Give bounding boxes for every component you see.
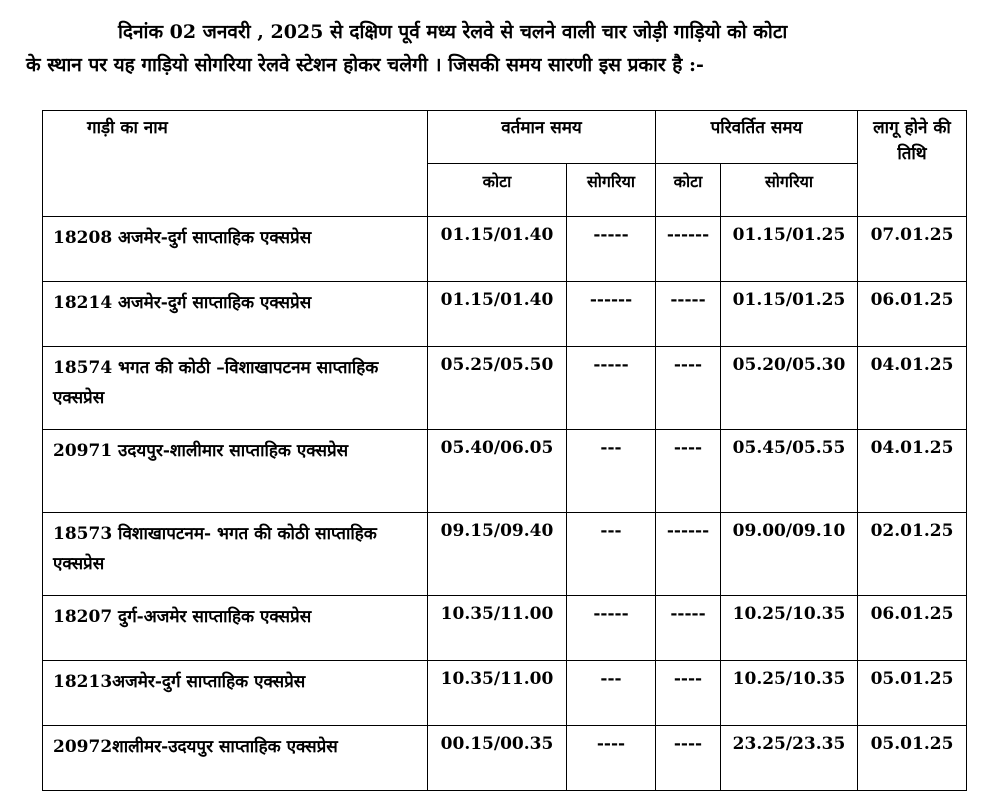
current-sogaria-cell: ----- — [567, 596, 656, 661]
revised-sogaria-cell: 10.25/10.35 — [721, 596, 858, 661]
current-kota-cell: 05.40/06.05 — [428, 430, 567, 513]
revised-sogaria-cell: 01.15/01.25 — [721, 217, 858, 282]
effective-date-cell: 07.01.25 — [858, 217, 967, 282]
intro-line-2: के स्थान पर यह गाड़ियो सोगरिया रेलवे स्टेशन होकर चलेगी । जिसकी समय सारणी इस प्रकार है :- — [26, 54, 704, 76]
current-kota-cell: 01.15/01.40 — [428, 217, 567, 282]
current-sogaria-cell: --- — [567, 513, 656, 596]
revised-kota-cell: ---- — [656, 347, 721, 430]
table-row — [43, 513, 967, 596]
revised-sogaria-cell: 05.45/05.55 — [721, 430, 858, 513]
train-name-cell: 18573 विशाखापटनम- भगत की कोठी साप्ताहिक एक्सप्रेस — [43, 513, 428, 596]
table-row — [43, 217, 967, 282]
train-name-cell: 18213अजमेर-दुर्ग साप्ताहिक एक्सप्रेस — [43, 661, 428, 726]
current-sogaria-cell: ----- — [567, 217, 656, 282]
header-revised-time: परिवर्तित समय — [656, 111, 858, 164]
revised-sogaria-cell: 10.25/10.35 — [721, 661, 858, 726]
train-name-cell: 18214 अजमेर-दुर्ग साप्ताहिक एक्सप्रेस — [43, 282, 428, 347]
train-name-cell: 20972शालीमर-उदयपुर साप्ताहिक एक्सप्रेस — [43, 726, 428, 791]
train-name-cell: 18574 भगत की कोठी –विशाखापटनम साप्ताहिक एक्सप्रेस — [43, 347, 428, 430]
effective-date-cell: 04.01.25 — [858, 430, 967, 513]
current-sogaria-cell: --- — [567, 430, 656, 513]
current-sogaria-cell: ---- — [567, 726, 656, 791]
table-row — [43, 282, 967, 347]
table-row — [43, 726, 967, 791]
revised-sogaria-cell: 05.20/05.30 — [721, 347, 858, 430]
revised-kota-cell: ------ — [656, 513, 721, 596]
header-current-kota: कोटा — [428, 164, 567, 217]
header-revised-kota: कोटा — [656, 164, 721, 217]
effective-date-cell: 06.01.25 — [858, 596, 967, 661]
intro-paragraph — [26, 16, 976, 82]
train-name-cell: 18207 दुर्ग-अजमेर साप्ताहिक एक्सप्रेस — [43, 596, 428, 661]
current-kota-cell: 00.15/00.35 — [428, 726, 567, 791]
train-name-cell: 18208 अजमेर-दुर्ग साप्ताहिक एक्सप्रेस — [43, 217, 428, 282]
effective-date-cell: 04.01.25 — [858, 347, 967, 430]
revised-kota-cell: ---- — [656, 726, 721, 791]
revised-sogaria-cell: 23.25/23.35 — [721, 726, 858, 791]
table-row — [43, 430, 967, 513]
header-current-sogaria: सोगरिया — [567, 164, 656, 217]
revised-sogaria-cell: 09.00/09.10 — [721, 513, 858, 596]
train-name-cell: 20971 उदयपुर-शालीमार साप्ताहिक एक्सप्रेस — [43, 430, 428, 513]
current-kota-cell: 09.15/09.40 — [428, 513, 567, 596]
table-row — [43, 347, 967, 430]
revised-kota-cell: ----- — [656, 282, 721, 347]
header-effective-date: लागू होने की तिथि — [858, 111, 967, 217]
current-kota-cell: 05.25/05.50 — [428, 347, 567, 430]
current-kota-cell: 01.15/01.40 — [428, 282, 567, 347]
intro-line-1: दिनांक 02 जनवरी , 2025 से दक्षिण पूर्व मध्य रेलवे से चलने वाली चार जोड़ी गाड़ियो को कोटा — [118, 21, 788, 43]
revised-kota-cell: ----- — [656, 596, 721, 661]
table-row — [43, 596, 967, 661]
effective-date-cell: 05.01.25 — [858, 661, 967, 726]
current-kota-cell: 10.35/11.00 — [428, 661, 567, 726]
revised-kota-cell: ---- — [656, 430, 721, 513]
table-row — [43, 661, 967, 726]
header-revised-sogaria: सोगरिया — [721, 164, 858, 217]
effective-date-cell: 02.01.25 — [858, 513, 967, 596]
header-current-time: वर्तमान समय — [428, 111, 656, 164]
revised-kota-cell: ------ — [656, 217, 721, 282]
current-sogaria-cell: --- — [567, 661, 656, 726]
effective-date-cell: 05.01.25 — [858, 726, 967, 791]
current-sogaria-cell: ------ — [567, 282, 656, 347]
current-sogaria-cell: ----- — [567, 347, 656, 430]
effective-date-cell: 06.01.25 — [858, 282, 967, 347]
revised-sogaria-cell: 01.15/01.25 — [721, 282, 858, 347]
revised-kota-cell: ---- — [656, 661, 721, 726]
schedule-table — [42, 110, 967, 791]
header-train-name: गाड़ी का नाम — [43, 111, 428, 217]
current-kota-cell: 10.35/11.00 — [428, 596, 567, 661]
